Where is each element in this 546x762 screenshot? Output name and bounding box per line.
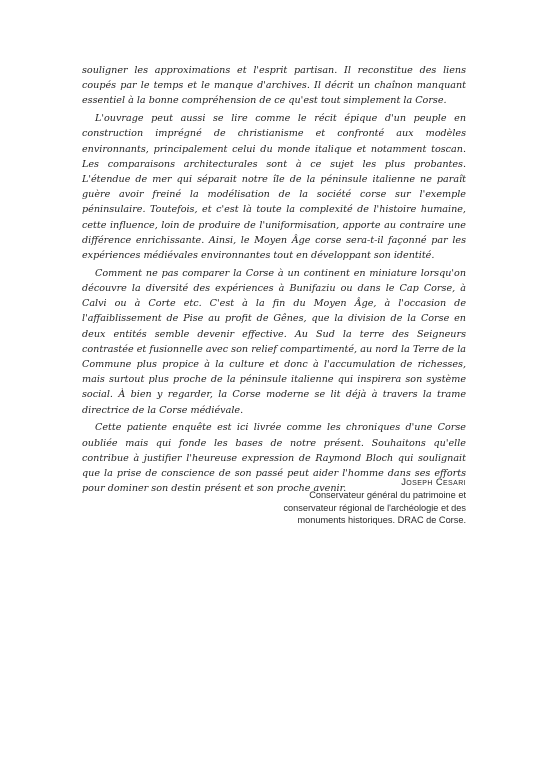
paragraph-3: Comment ne pas comparer la Corse à un continent en miniature lorsqu'on découvre la diversité des expériences à Bunifaziu ou dans le Cap Corse, à Calvi ou à Corte etc. C'est à la fin du Moyen Âge, à l'occasion de l'affaiblissement de Pise au profit de Gênes, que la division de la Corse en deux entités semble devenir effective. Au Sud la terre des Seigneurs contrastée et fusionnelle avec son relief compartimenté, au nord la Terre de la Commune plus propice à la culture et donc à l'accumulation de richesses, mais surtout plus proche de la péninsule italienne qui inspirera son système social. À bien y regarder, la Corse moderne se lit déjà à travers la trame directrice de la Corse médiévale. [82, 267, 466, 416]
paragraph-4: Cette patiente enquête est ici livrée comme les chroniques d'une Corse oubliée mais qui fonde les bases de notre présent. Souhaitons qu'elle contribue à justifier l'heureuse expression de Raymond Bloch qui soulignait que la prise de conscience de son passé peut aider l'homme dans ses efforts pour dominer son destin présent et son proche avenir. [82, 422, 466, 495]
paragraph-1: souligner les approximations et l'esprit partisan. Il reconstitue des liens coupés par le temps et le manque d'archives. Il décrit un chaînon manquant essentiel à la bonne compréhension de ce qu'est tout simplement la Corse. [82, 65, 466, 107]
paragraph-2: L'ouvrage peut aussi se lire comme le récit épique d'un peuple en construction imprégné de christianisme et confronté aux modèles environnants, principalement celui du monde italique et notamment toscan. Les comparaisons architecturales sont à ce sujet les plus probantes. L'étendue de mer qui séparait notre île de la péninsule italienne ne paraît guère avoir freiné la modélisation de la société corse sur l'exemple péninsulaire. Toutefois, et c'est là toute la complexité de l'histoire humaine, cette influence, loin de produire de l'uniformisation, apporte au contraire une différence enrichissante. Ainsi, le Moyen Âge corse sera-t-il façonné par les expériences médiévales environnantes tout en développant son identité. [82, 113, 466, 262]
signature-block [226, 475, 466, 527]
author-title-line-2: conservateur régional de l'archéologie et des [283, 502, 466, 513]
preface-text [82, 63, 466, 496]
author-title-line-1: Conservateur général du patrimoine et [309, 490, 466, 500]
author-title-line-3: monuments historiques. DRAC de Corse. [297, 515, 466, 526]
author-name: Joseph Cesari [401, 476, 466, 487]
